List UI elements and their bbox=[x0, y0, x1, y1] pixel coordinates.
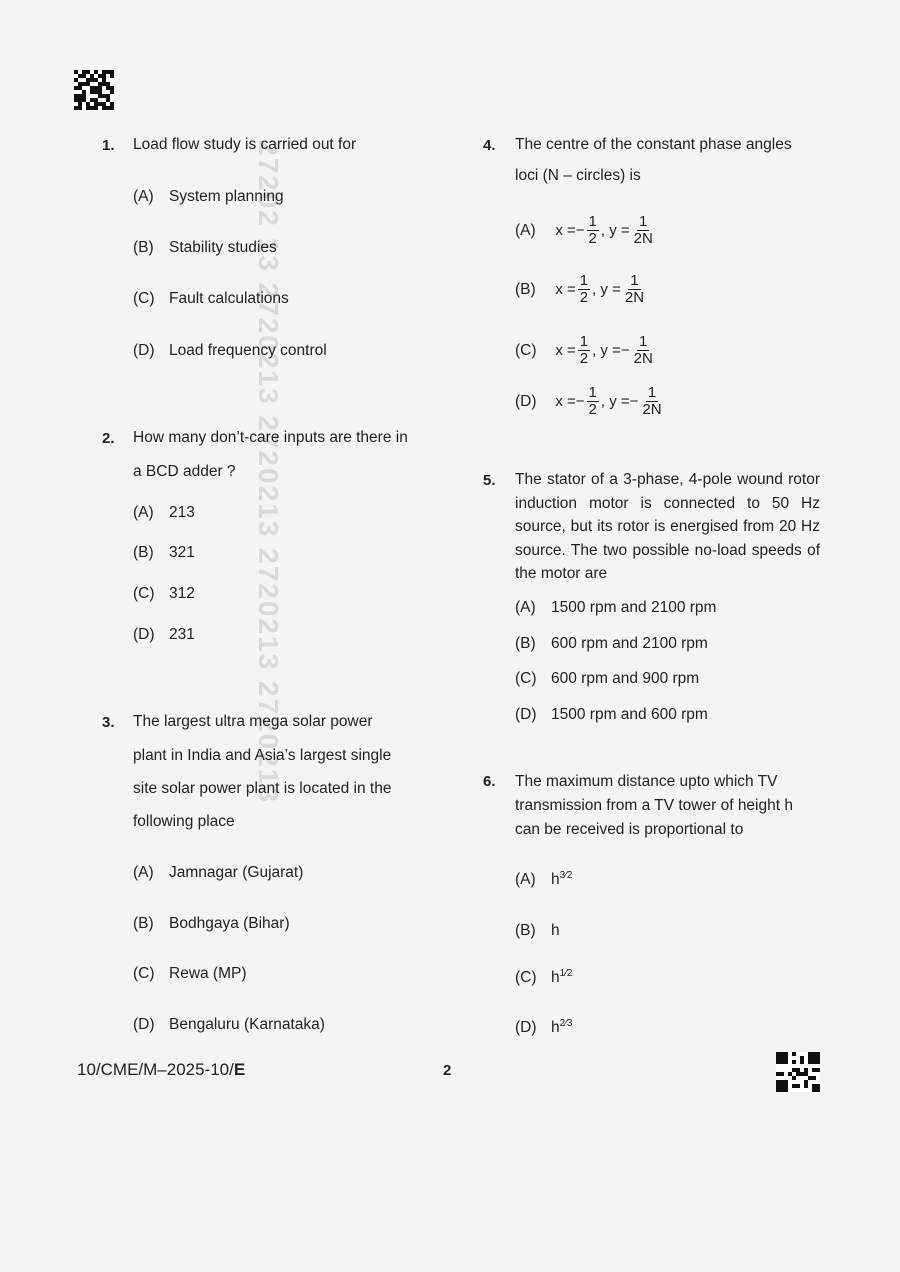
question-text-line: How many don’t-care inputs are there in bbox=[133, 429, 408, 446]
option-c[interactable]: (C) 312 bbox=[133, 585, 195, 602]
question-text-line: loci (N – circles) is bbox=[515, 167, 641, 184]
question-text-line: site solar power plant is located in the bbox=[133, 780, 392, 797]
question-text-line: plant in India and Asia’s largest single bbox=[133, 747, 392, 764]
question-text-line: The centre of the constant phase angles bbox=[515, 136, 792, 153]
question-text: The maximum distance upto which TV transmission from a TV tower of height h can be received is proportional to bbox=[515, 773, 793, 838]
question-text: Load flow study is carried out for bbox=[133, 136, 357, 153]
formula: x = $\frac{1}{2}$ , y = − $\frac{1}{2N}$ bbox=[555, 333, 653, 367]
option-c[interactable]: (C) Rewa (MP) bbox=[133, 965, 247, 982]
option-d[interactable]: (D) 1500 rpm and 600 rpm bbox=[515, 706, 708, 723]
option-d[interactable]: (D) $h^{2⁄3}$ bbox=[515, 1018, 573, 1037]
option-d[interactable]: (D) x = − $\frac{1}{2}$ , y = − $\frac{1}{2N}$ bbox=[515, 385, 666, 418]
option-d[interactable]: (D) Load frequency control bbox=[133, 342, 327, 359]
page-number: 2 bbox=[443, 1062, 452, 1079]
question-number: 6. bbox=[483, 773, 496, 790]
watermark: 27202 13 2720213 2720213 2720213 2720213 bbox=[253, 140, 284, 804]
option-c[interactable]: (C) $h^{1⁄2}$ bbox=[515, 968, 573, 987]
question-text-line: The largest ultra mega solar power bbox=[133, 713, 373, 730]
question-number: 1. bbox=[102, 137, 115, 154]
option-d[interactable]: (D) 231 bbox=[133, 626, 195, 643]
paper-code: 10/CME/M–2025-10/E bbox=[77, 1060, 246, 1079]
formula: $h^{2⁄3}$ bbox=[551, 1018, 573, 1037]
option-b[interactable]: (B) Bodhgaya (Bihar) bbox=[133, 915, 290, 932]
option-b[interactable]: (B) h bbox=[515, 922, 560, 939]
option-a[interactable]: (A) 1500 rpm and 2100 rpm bbox=[515, 599, 717, 616]
option-b[interactable]: (B) 600 rpm and 2100 rpm bbox=[515, 635, 708, 652]
option-b[interactable]: (B) 321 bbox=[133, 544, 195, 561]
option-b[interactable]: (B) x = $\frac{1}{2}$ , y = $\frac{1}{2N}$ bbox=[515, 273, 648, 306]
formula: $h^{1⁄2}$ bbox=[551, 968, 573, 987]
formula: $h^{3⁄2}$ bbox=[551, 870, 573, 889]
option-c[interactable]: (C) 600 rpm and 900 rpm bbox=[515, 670, 700, 687]
option-b[interactable]: (B) Stability studies bbox=[133, 239, 277, 256]
option-c[interactable]: (C) Fault calculations bbox=[133, 290, 289, 307]
question-number: 3. bbox=[102, 714, 115, 731]
option-a[interactable]: (A) Jamnagar (Gujarat) bbox=[133, 864, 304, 881]
question-text-line: following place bbox=[133, 813, 235, 830]
qr-code-icon bbox=[776, 1052, 820, 1092]
formula: x = − $\frac{1}{2}$ , y = − $\frac{1}{2N}$ bbox=[555, 384, 662, 418]
formula: h bbox=[551, 922, 560, 939]
question-text: The stator of a 3-phase, 4-pole wound rotor induction motor is connected to 50 Hz source, but its rotor is energised from 20 Hz source. The two possible no-load speeds of the motor are bbox=[515, 471, 820, 582]
question-number: 4. bbox=[483, 137, 496, 154]
question-text-line: a BCD adder ? bbox=[133, 463, 236, 480]
option-a[interactable]: (A) 213 bbox=[133, 504, 195, 521]
option-a[interactable]: (A) System planning bbox=[133, 188, 284, 205]
option-a[interactable]: (A) x = − $\frac{1}{2}$ , y = $\frac{1}{2N}$ bbox=[515, 214, 657, 247]
formula: x = − $\frac{1}{2}$ , y = $\frac{1}{2N}$ bbox=[555, 213, 653, 247]
qr-code-icon bbox=[74, 70, 114, 110]
option-c[interactable]: (C) x = $\frac{1}{2}$ , y = − $\frac{1}{2N}$ bbox=[515, 334, 657, 367]
option-d[interactable]: (D) Bengaluru (Karnataka) bbox=[133, 1016, 325, 1033]
formula: x = $\frac{1}{2}$ , y = $\frac{1}{2N}$ bbox=[555, 272, 645, 306]
question-number: 2. bbox=[102, 430, 115, 447]
option-a[interactable]: (A) $h^{3⁄2}$ bbox=[515, 870, 573, 889]
question-number: 5. bbox=[483, 472, 496, 489]
